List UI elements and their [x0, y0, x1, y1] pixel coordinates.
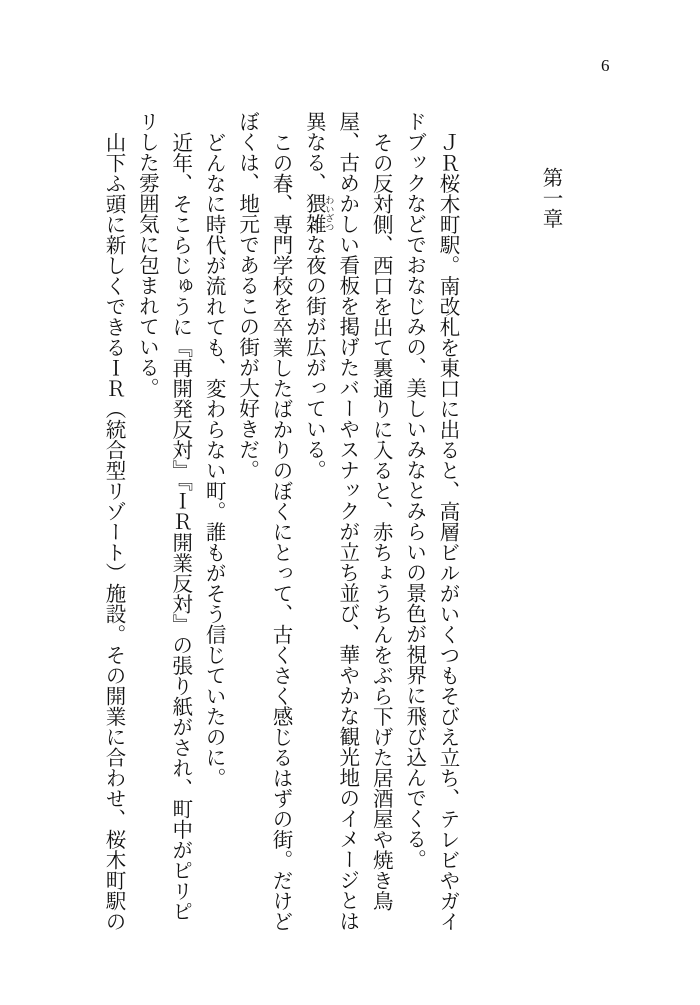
paragraph: この春、専門学校を卒業したばかりのぼくにとって、古くさく感じるはずの街。だけどぼくは、地元であるこの街が大好きだ。: [235, 111, 291, 931]
page-number: 6: [601, 56, 610, 75]
paragraph: どんなに時代が流れても、変わらない町。誰もがそう信じていたのに。: [202, 131, 225, 788]
body-text: [96, 111, 463, 936]
paragraph: 山下ふ頭に新しくできるＩＲ（統合型リゾート）施設。その開業に合わせ、桜木町駅の: [101, 131, 124, 931]
paragraph: ＪＲ桜木町駅。南改札を東口に出ると、高層ビルがいくつもそびえ立ち、テレビやガイドブックなどでおなじみの、美しいみなとみらいの景色が視界に飛び込んでくる。: [402, 111, 458, 931]
chapter-title: 第一章: [539, 167, 561, 229]
paragraph: その反対側、西口を出て裏通りに入ると、赤ちょうちんをぶら下げた居酒屋や焼き鳥屋、古めかしい看板を掲げたバーやスナックが立ち並び、華やかな観光地のイメージとは異なる、猥雑 わいざつな夜の街が広がっている。: [302, 111, 392, 931]
furigana-ruby: 猥雑 わいざつ: [302, 193, 335, 234]
paragraph: 近年、そこらじゅうに『再開発反対』『ＩＲ開業反対』の張り紙がされ、町中がピリピリした雰囲気に包まれている。: [135, 111, 191, 921]
